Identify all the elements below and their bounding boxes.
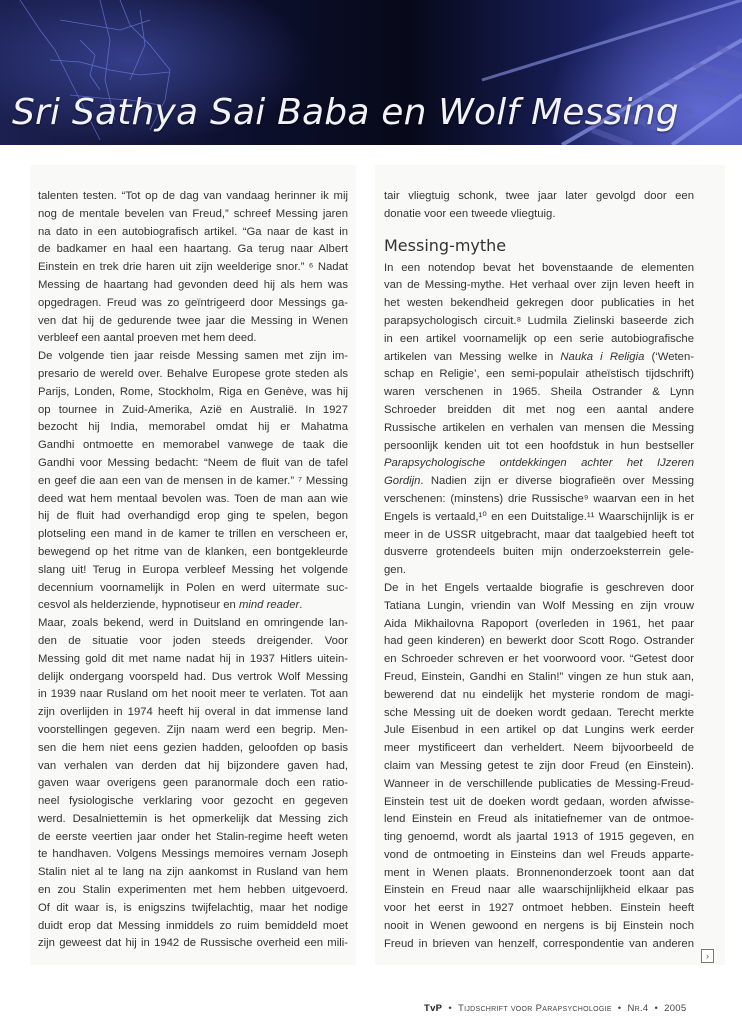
text-line: zijn geweest dat hij in 1942 de Russische overheid een mili- bbox=[38, 937, 348, 950]
text-line: Freud, Einstein, Gandhi en Stalin!” vingen ze hun stuk aan, bbox=[384, 670, 694, 683]
text-line: tair vliegtuig schonk, twee jaar later gevolgd door een bbox=[384, 190, 694, 202]
text-line: Einstein en trek drie haren uit zijn weelderige snor.” ⁶ Nadat bbox=[38, 261, 348, 274]
text-line: Einstein test uit de doeken wordt gedaan, worden afwisse- bbox=[384, 795, 694, 808]
text-line: ment in Wenen plaats. Bronnenonderzoek toont aan dat bbox=[384, 866, 694, 879]
text-line: had geen kinderen) en bewerkt door Scott Rogo. Ostrander bbox=[384, 635, 694, 648]
text-fragment: . Nadien zijn er diverse biografieën over Messing bbox=[420, 475, 694, 488]
issue-year: 2005 bbox=[664, 1003, 687, 1014]
page-footer bbox=[424, 1003, 686, 1014]
italic-book-title: Parapsychologische ontdekkingen achter het IJzeren bbox=[384, 457, 694, 470]
left-column-text bbox=[38, 188, 348, 953]
text-line: in 1939 naar Rusland om het nooit meer te verlaten. Tot aan bbox=[38, 688, 348, 701]
text-line: na dato in een autobiografisch artikel. “Ga naar de kast in bbox=[38, 225, 348, 238]
text-line: bewerend dat nu eindelijk het mysterie rondom de magi- bbox=[384, 688, 694, 701]
text-line: vond de ontmoeting in Einsteins dan wel Freuds apparte- bbox=[384, 848, 694, 861]
italic-book-title: Gordijn bbox=[384, 475, 421, 488]
separator-dot: • bbox=[448, 1003, 452, 1014]
text-line bbox=[384, 473, 694, 491]
text-line: van verhalen van derden dat hij bijzondere gaven had, bbox=[38, 759, 348, 772]
text-line: meer in de USSR uitgebracht, maar dat taalgebied heeft tot bbox=[384, 528, 694, 541]
text-line: Maar, zoals bekend, werd in Duitsland en omringende lan- bbox=[38, 617, 348, 630]
text-line: presario de wereld over. Behalve Europese grote steden als bbox=[38, 367, 348, 380]
text-line: sen die hem niet eens gezien hadden, geloofden op basis bbox=[38, 741, 348, 754]
section-heading: Messing-mythe bbox=[384, 235, 507, 255]
text-line: donatie voor een tweede vliegtuig. bbox=[384, 207, 556, 220]
text-line: het westen bekendheid gekregen door publicaties in het bbox=[384, 297, 694, 310]
text-line: in een artikel voornamelijk op een serie autobiografische bbox=[384, 332, 694, 345]
journal-brand: TvP bbox=[424, 1003, 443, 1014]
italic-term: mind reader bbox=[238, 599, 300, 612]
text-line bbox=[384, 349, 694, 367]
text-line: lend Einstein en Freud als initatiefnemer van de ontmoe- bbox=[384, 813, 694, 826]
separator-dot: • bbox=[654, 1003, 659, 1014]
text-line: hij de fluit had overhandigd erop ging te spelen, begon bbox=[38, 510, 348, 523]
text-line: voorstellingen gegeven. Zijn naam werd een begrip. Men- bbox=[38, 723, 348, 736]
text-line: bewegend op het ritme van de klanken, een bontgekleurde bbox=[38, 545, 348, 558]
text-line: Messing de haartang had gevonden deed hij als hem was bbox=[38, 278, 348, 291]
text-line: de badkamer en haal een haartang. Ga terug naar Albert bbox=[38, 243, 348, 256]
text-line: gaven waar overigens geen paranormale doch een ratio- bbox=[38, 777, 348, 790]
text-line: nog de mentale bevelen van Freud,” schreef Messing jaren bbox=[38, 207, 348, 220]
text-line: waren verschenen in 1965. Sheila Ostrander & Lynn bbox=[384, 386, 694, 399]
text-line: gen. bbox=[384, 564, 406, 577]
text-line: duidt erop dat Messing inmiddels zo ruim bemiddeld moet bbox=[38, 919, 348, 932]
text-line: te handhaven. Volgens Messings memoires vernam Joseph bbox=[38, 848, 348, 861]
issue-number: Nr.4 bbox=[627, 1003, 649, 1014]
text-line: neel fysiologische verklaring voor gezocht en gegeven bbox=[38, 795, 348, 808]
text-line: voor het eerst in 1927 ontmoet hebben. Einstein heeft bbox=[384, 902, 694, 915]
text-line: sche Messing uit de doeken wordt gedaan. Terecht merkte bbox=[384, 706, 694, 719]
text-line: Wanneer in de verschillende publicaties de Messing-Freud- bbox=[384, 777, 694, 790]
text-line: en geef die aan een van de mensen in de kamer.” ⁷ Messing bbox=[38, 474, 348, 487]
text-line: Jule Eisenbud in een artikel op dat Lungins werk eerder bbox=[384, 724, 694, 737]
journal-name: Tijdschrift voor Parapsychologie bbox=[457, 1003, 612, 1014]
text-line: ven dat hij de gedurende twee jaar die Messing in Wenen bbox=[38, 314, 348, 327]
text-line: Stalin niet al te lang na zijn aankomst in Rusland van hem bbox=[38, 866, 348, 879]
text-line bbox=[384, 455, 694, 473]
italic-publication-title: Nauka i Religia bbox=[560, 350, 645, 363]
text-fragment: (‘Weten- bbox=[644, 350, 694, 363]
text-line: Engels is vertaald,¹⁰ en een Duitstalige.¹¹ Waarschijnlijk is er bbox=[384, 510, 694, 523]
text-line: Gandhi ontmoette en memorabel vanwege de taak die bbox=[38, 439, 348, 452]
text-line: Tatiana Lungin, vriendin van Wolf Messing en zijn vrouw bbox=[384, 599, 694, 612]
text-line: Of dit waar is, is enigszins twijfelachtig, maar het nodige bbox=[38, 901, 348, 914]
text-line: verschenen: (minstens) drie Russische⁹ waarvan een in het bbox=[384, 492, 694, 505]
text-fragment: cesvol als helderziende, hypnotiseur en bbox=[38, 599, 239, 612]
text-line: parapsychologisch circuit.⁸ Ludmila Zielinski baseerde zich bbox=[384, 314, 694, 327]
text-line: delijk ondergang voorspeld had. Dus vertrok Wolf Messing bbox=[38, 670, 348, 683]
text-line: talenten testen. “Tot op de dag van vandaag herinner ik mij bbox=[38, 190, 348, 202]
text-line: zijn overlijden in 1974 heeft hij overal in dat immense land bbox=[38, 706, 348, 719]
text-line: ting genoemd, wordt als jaartal 1913 of 1915 gegeven, en bbox=[384, 831, 694, 844]
text-line: en zou Stalin experimenten met hem hebben uitgevoerd. bbox=[38, 884, 348, 897]
text-line: In een notendop bevat het bovenstaande de elementen bbox=[384, 261, 694, 274]
text-fragment: . bbox=[299, 599, 303, 612]
text-line: Gandhi voor Messing bedacht: “Neem de fluit van de tafel bbox=[38, 456, 348, 469]
separator-dot: • bbox=[617, 1003, 622, 1014]
text-line: op tournee in Zuid-Amerika, Azië en Australië. In 1927 bbox=[38, 403, 348, 416]
text-line: claim van Messing getest te zijn door Freud (en Einstein). bbox=[384, 759, 694, 772]
text-line: Freud in brieven van henzelf, correspondentie van anderen bbox=[384, 937, 694, 950]
text-fragment: artikelen van Messing welke in bbox=[384, 350, 561, 363]
text-line: persoonlijk kenden uit tot een hoofdstuk in hun bestseller bbox=[384, 439, 694, 452]
right-column-text bbox=[384, 188, 694, 954]
text-line: schap en Religie’, een semi-populair atheïstisch tijdschrift) bbox=[384, 368, 694, 381]
text-line: Schroeder breidden dit met nog een aantal andere bbox=[384, 403, 694, 416]
text-line: meer mystificeert dan verheldert. Neem bijvoorbeeld de bbox=[384, 742, 694, 755]
text-line: nooit in Wenen gewoond en nergens is bij Einstein noch bbox=[384, 920, 694, 933]
text-line: Aida Mikhailovna Rapoport (overleden in 1961, het paar bbox=[384, 617, 694, 630]
text-line: werd. Desalniettemin is het opmerkelijk dat Messing zich bbox=[38, 812, 348, 825]
text-line: van de Messing-mythe. Het verhaal over zijn leven heeft in bbox=[384, 279, 694, 292]
text-line: en Schroeder schreven er het voorwoord voor. “Getest door bbox=[384, 653, 694, 666]
text-line bbox=[38, 597, 348, 615]
text-line: plotseling een mand in de kamer te trillen en verscheen er, bbox=[38, 528, 348, 541]
text-line: De volgende tien jaar reisde Messing samen met zijn im- bbox=[38, 350, 348, 363]
article-title: Sri Sathya Sai Baba en Wolf Messing bbox=[12, 92, 679, 133]
text-line: slang uit! Terug in Europa verbleef Messing het volgende bbox=[38, 563, 348, 576]
text-line: den de situatie voor joden steeds dreigender. Voor bbox=[38, 634, 348, 647]
text-line: opgedragen. Freud was zo geïntrigeerd door Messings ga- bbox=[38, 296, 348, 309]
text-line: dusverre grotendeels buiten mijn onderzoeksterrein gele- bbox=[384, 546, 694, 559]
text-line: bezocht hij India, memorabel omdat hij er Mahatma bbox=[38, 421, 348, 434]
text-line: Russische artikelen en verhalen van mensen die Messing bbox=[384, 421, 694, 434]
text-line: deed wat hem mentaal bevolen was. Toen de man aan wie bbox=[38, 492, 348, 505]
text-line: Messing gold dit met name nadat hij in 1937 Hitlers uitein- bbox=[38, 652, 348, 665]
continued-arrow-icon: › bbox=[701, 949, 714, 963]
text-line: decennium voornamelijk in Polen en werd uitermate suc- bbox=[38, 581, 348, 594]
text-line: De in het Engels vertaalde biografie is geschreven door bbox=[384, 581, 694, 594]
article-banner bbox=[0, 0, 742, 145]
text-line: verbleef een aantal proeven met hem deed. bbox=[38, 332, 257, 345]
text-line: de eerste veertien jaar onder het Stalin-regime heeft weten bbox=[38, 830, 348, 843]
text-line: Einstein en Freud naar alle waarschijnlijkheid elkaar pas bbox=[384, 884, 694, 897]
text-line: Parijs, Londen, Rome, Stockholm, Riga en Genève, was hij bbox=[38, 385, 348, 398]
